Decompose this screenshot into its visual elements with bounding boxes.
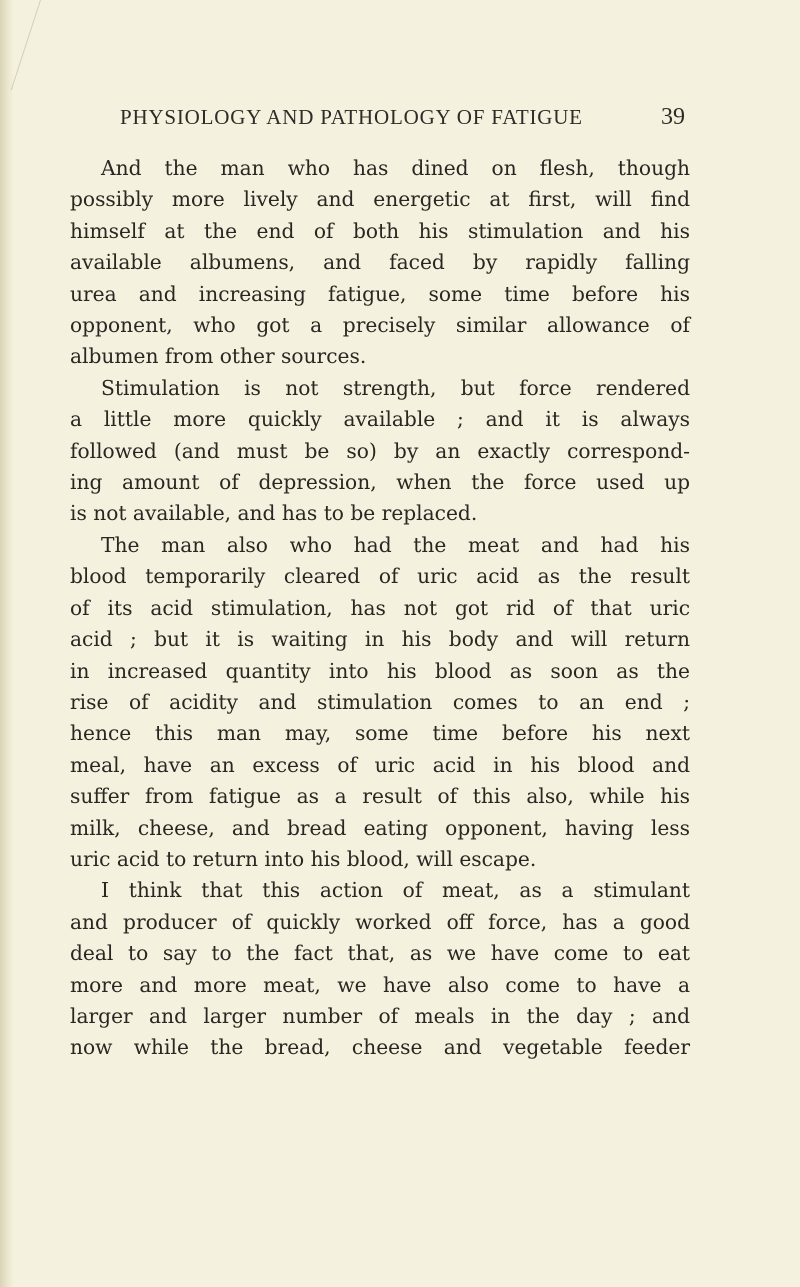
text-line: albumen from other sources. (70, 344, 367, 369)
text-line: The man also who had the meat and had his (101, 532, 690, 557)
text-line: deal to say to the fact that, as we have come to eat (70, 941, 690, 966)
text-line: and producer of quickly worked off force, has a good (70, 909, 690, 934)
text-line: in increased quantity into his blood as soon as the (70, 658, 690, 683)
text-line: available albumens, and faced by rapidly falling (70, 250, 690, 275)
text-line: urea and increasing fatigue, some time before his (70, 281, 690, 306)
running-head (120, 104, 685, 134)
paragraph-3 (70, 530, 690, 875)
text-line: meal, have an excess of uric acid in his blood and (70, 752, 690, 777)
text-line: suffer from fatigue as a result of this also, while his (70, 784, 690, 809)
text-line: ing amount of depression, when the force used up (70, 470, 690, 495)
page-edge-line (0, 0, 41, 90)
page-number: 39 (661, 104, 685, 130)
text-line: hence this man may, some time before his next (70, 721, 690, 746)
text-line: Stimulation is not strength, but force rendered (101, 375, 690, 400)
text-line: of its acid stimulation, has not got rid of that uric (70, 595, 690, 620)
text-line: uric acid to return into his blood, will escape. (70, 846, 537, 871)
text-line: milk, cheese, and bread eating opponent, having less (70, 815, 690, 840)
running-title: PHYSIOLOGY AND PATHOLOGY OF FATIGUE (120, 105, 583, 129)
paragraph-2 (70, 373, 690, 530)
text-line: now while the bread, cheese and vegetable feeder (70, 1035, 690, 1060)
text-line: And the man who has dined on flesh, though (101, 156, 690, 180)
text-line: a little more quickly available ; and it is always (70, 407, 690, 432)
text-line: rise of acidity and stimulation comes to an end ; (70, 689, 690, 714)
text-line: larger and larger number of meals in the day ; and (70, 1003, 690, 1028)
text-line: acid ; but it is waiting in his body and will return (70, 627, 690, 652)
text-line: himself at the end of both his stimulation and his (70, 218, 690, 243)
text-line: followed (and must be so) by an exactly correspond- (70, 438, 690, 463)
paragraph-1 (70, 153, 690, 373)
text-line: blood temporarily cleared of uric acid as the result (70, 564, 690, 589)
page-edge (0, 0, 14, 1287)
text-line: I think that this action of meat, as a stimulant (101, 878, 690, 903)
body-text (70, 153, 690, 1064)
paragraph-4 (70, 875, 690, 1063)
text-line: is not available, and has to be replaced. (70, 501, 478, 526)
text-line: possibly more lively and energetic at first, will find (70, 187, 690, 212)
text-line: opponent, who got a precisely similar allowance of (70, 313, 690, 338)
text-line: more and more meat, we have also come to have a (70, 972, 690, 997)
